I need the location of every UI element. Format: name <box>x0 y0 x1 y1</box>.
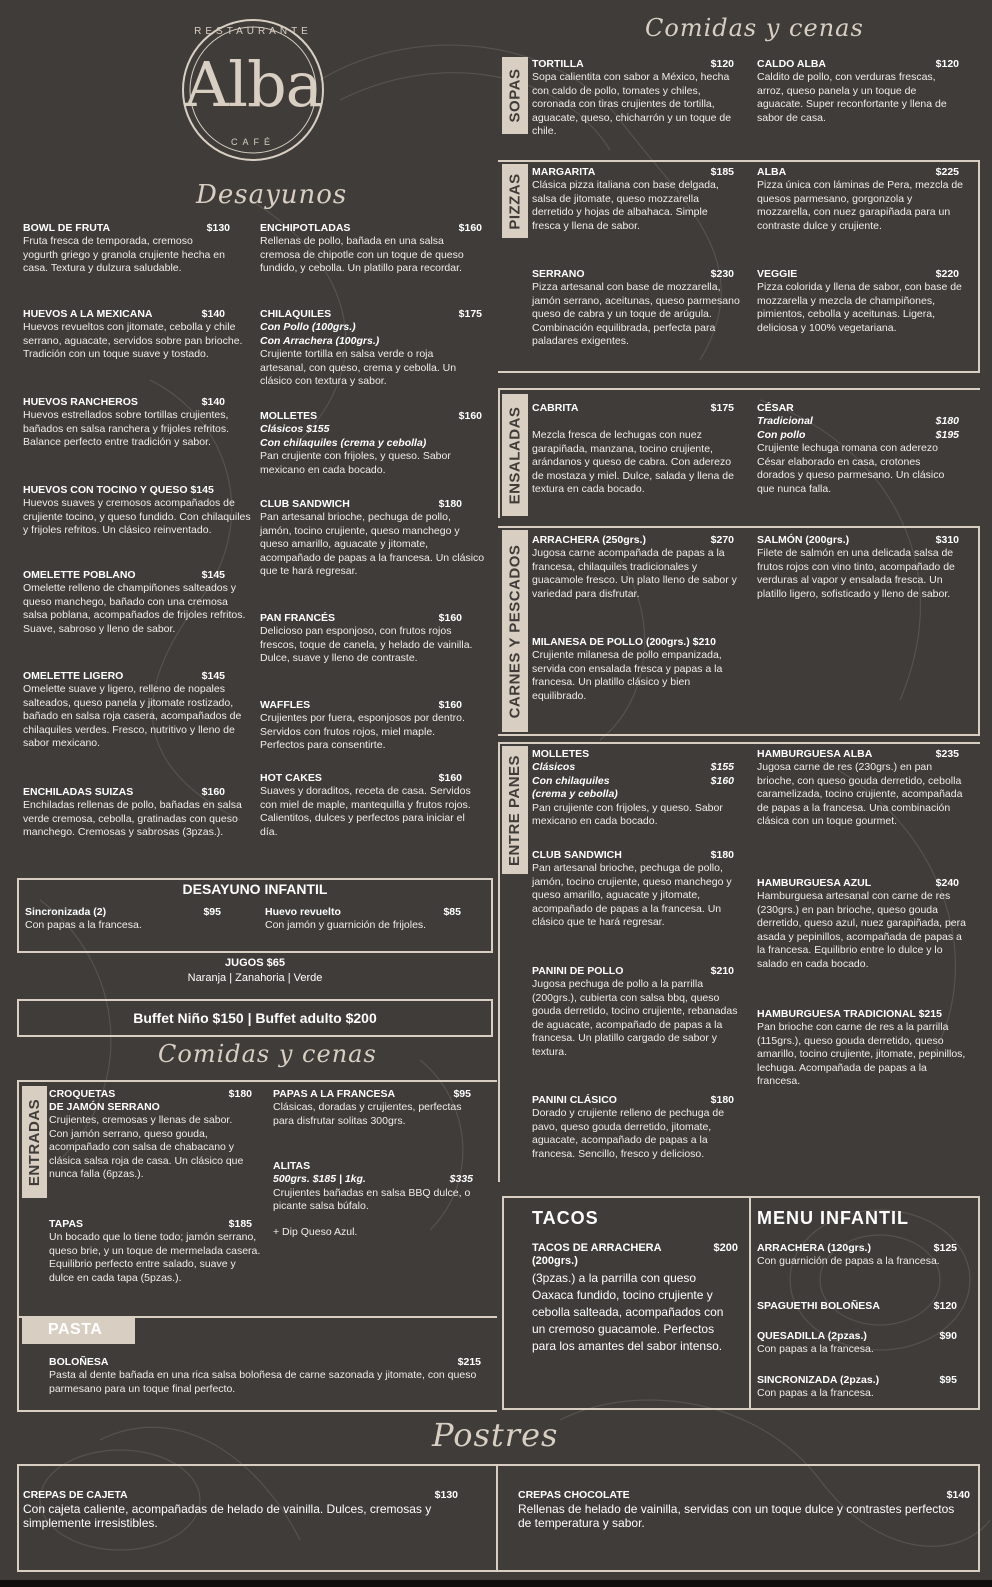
item-description: Sopa calientita con sabor a México, hecha con caldo de pollo, tomates y chiles, coronada con tiras crujientes de tortilla, aguacate, queso, chicharrón y un toque de chile. <box>532 71 732 138</box>
menu-item-huevos-con-tocino <box>23 484 251 538</box>
item-description: Filete de salmón en una delicada salsa de frutos rojos con vino tinto, acompañado de verduras al vapor y ensalada fresca. Un platillo ligero, sofisticado y lleno de sabor. <box>757 547 955 600</box>
item-price: $180 <box>710 1094 734 1106</box>
item-description: Huevos estrellados sobre tortillas crujientes, bañados en salsa ranchera y frijoles refritos. Balance perfecto entre tradición y sabor. <box>23 409 230 449</box>
bottom-band <box>0 1580 992 1587</box>
item-name: HAMBURGUESA ALBA <box>757 748 873 760</box>
item-name: PANINI CLÁSICO <box>532 1094 617 1106</box>
item-price: $235 <box>935 748 959 760</box>
item-price: $140 <box>201 308 225 320</box>
item-name: OMELETTE POBLANO <box>23 569 136 581</box>
desayuno-infantil-box <box>17 878 493 953</box>
item-option: Con chilaquiles (crema y cebolla) <box>260 436 427 449</box>
menu-item-huevo-revuelto <box>265 906 481 933</box>
logo-bottom-text: CAFÉ <box>230 137 275 147</box>
heading-postres: Postres <box>432 1416 559 1454</box>
heading-comidas-right: Comidas y cenas <box>645 14 864 42</box>
item-name: ALITAS <box>273 1160 311 1172</box>
item-name: MOLLETES <box>532 748 590 760</box>
item-description: Pizza artesanal con base de mozzarella, jamón serrano, aceitunas, queso parmesano queso de cabra y un toque de arúgula. Combinación equilibrada, perfecta para paladares exigentes. <box>532 281 740 348</box>
item-name: TORTILLA <box>532 58 584 70</box>
menu-item-cabrita <box>532 402 742 497</box>
menu-item-crepas-chocolate <box>518 1489 970 1530</box>
item-option-price: $195 <box>935 428 959 441</box>
item-price: $145 <box>201 569 225 581</box>
item-description: Un bocado que lo tiene todo; jamón serrano, queso brie, y un toque de mermelada casera. Equilibrio perfecto entre salado, suave y dulce en cada tapa (5pzas.). <box>49 1231 261 1284</box>
item-name: SERRANO <box>532 268 585 280</box>
tacos-title: TACOS <box>532 1208 599 1228</box>
logo-name: Alba <box>184 48 322 121</box>
postres-divider <box>496 1464 498 1572</box>
jugos-options: Naranja | Zanahoria | Verde <box>187 972 323 984</box>
item-description: Huevos revueltos con jitomate, cebolla y chile serrano, aguacate, servidos sobre pan brioche. Tradición con un toque suave y tostado. <box>23 321 243 361</box>
item-description: Omelette suave y ligero, relleno de nopales salteados, queso panela y jitomate rostizado, bañado en salsa roja casera, acompañados de chilaquiles verdes. Fresco, nutritivo y lleno de sabor mexicano. <box>23 683 242 750</box>
tab-label: PASTA <box>48 1321 103 1338</box>
ensaladas-tab <box>502 394 528 516</box>
item-description: Clásicas, doradas y crujientes, perfectas para disfrutar solitas 300grs. <box>273 1101 462 1127</box>
item-name: TAPAS <box>49 1218 84 1230</box>
menu-item-sincronizada <box>25 906 221 933</box>
item-price: $230 <box>710 268 734 280</box>
item-name: HAMBURGUESA AZUL <box>757 877 872 889</box>
item-option: Clásicos <box>532 761 576 773</box>
item-price: $95 <box>203 906 221 918</box>
menu-item-quesadilla <box>757 1330 957 1357</box>
item-name: HAMBURGUESA TRADICIONAL $215 <box>757 1008 942 1020</box>
item-option-price: $160 <box>710 774 734 787</box>
item-option: Clásicos $155 <box>260 423 330 435</box>
item-name: ALBA <box>757 166 787 178</box>
item-option-price: $155 <box>710 761 734 773</box>
section-title: DESAYUNO INFANTIL <box>182 881 328 897</box>
item-name: SALMÓN (200grs.) <box>757 534 850 546</box>
item-description: Con jamón y guarnición de frijoles. <box>265 919 427 931</box>
item-description: Con cajeta caliente, acompañadas de helado de vainilla. Dulces, cremosas y simplemente irresistibles. <box>23 1502 432 1530</box>
item-description: Omelette relleno de champiñones salteados y queso manchego, bañado con una cremosa salsa poblana, acompañados de frijoles refritos. Suave, sabroso y lleno de sabor. <box>23 582 246 635</box>
tab-label: SOPAS <box>506 68 524 123</box>
item-price: $220 <box>935 268 959 280</box>
item-description: Fruta fresca de temporada, cremoso yogurth griego y granola crujiente hecha en casa. Textura y dulzura saludable. <box>23 235 225 275</box>
item-description: Pan crujiente con frijoles, y queso. Sabor mexicano en cada bocado. <box>532 801 723 828</box>
item-description: Pan crujiente con frijoles, y queso. Sabor mexicano en cada bocado. <box>260 450 451 476</box>
item-description: Suaves y doraditos, receta de casa. Servidos con miel de maple, mantequilla y frutos rojos. Calientitos, dulces y perfectos para iniciar el día. <box>260 785 471 838</box>
item-description: Caldito de pollo, con verduras frescas, arroz, queso panela y un toque de aguacate. Super reconfortante y llena de sabor de casa. <box>757 71 947 124</box>
item-description: Crujiente tortilla en salsa verde o roja artesanal, con queso, crema y cebolla. Un clásico con textura y sabor. <box>260 348 457 388</box>
item-price: $130 <box>206 222 230 234</box>
item-name: MILANESA DE POLLO (200grs.) $210 <box>532 636 716 648</box>
heading-desayunos: Desayunos <box>196 180 348 210</box>
item-name: PANINI DE POLLO <box>532 965 624 977</box>
tacos-infantil-divider <box>749 1196 751 1410</box>
menu-item-sincronizada-infantil <box>757 1374 957 1401</box>
menu-item-spaguethi <box>757 1300 957 1313</box>
item-description: Clásica pizza italiana con base delgada, salsa de jitomate, queso mozzarella derretido y hojas de albahaca. Simple fresca y llena de sabor. <box>532 179 719 232</box>
item-name: Huevo revuelto <box>265 906 341 918</box>
menu-item-arrachera-infantil <box>757 1242 957 1269</box>
item-name: PAPAS A LA FRANCESA <box>273 1088 396 1100</box>
item-price: $175 <box>458 308 482 320</box>
item-name: SINCRONIZADA (2pzas.) <box>757 1374 880 1386</box>
menu-item-serrano <box>532 268 742 349</box>
menu-item-tortilla <box>532 58 740 139</box>
menu-item-panini-de-pollo <box>532 965 742 1060</box>
menu-item-club-sandwich-panes <box>532 849 746 930</box>
item-name: WAFFLES <box>260 699 311 711</box>
item-name: SPAGUETHI BOLOÑESA <box>757 1300 880 1312</box>
item-price: $125 <box>933 1242 957 1254</box>
item-price: $215 <box>457 1356 481 1368</box>
menu-item-huevos-a-la-mexicana <box>23 308 248 362</box>
item-name-line2: DE JAMÓN SERRANO <box>49 1101 160 1113</box>
item-price: $130 <box>434 1489 458 1501</box>
item-price: $85 <box>443 906 461 918</box>
sopas-tab <box>502 57 528 134</box>
menu-item-pizza-alba <box>757 166 967 233</box>
item-price: $185 <box>228 1218 252 1230</box>
item-price: $175 <box>710 402 734 414</box>
item-description: Con papas a la francesa. <box>757 1343 874 1355</box>
item-description: Con papas a la francesa. <box>25 919 142 931</box>
item-option: Con Arrachera (100grs.) <box>260 334 380 347</box>
item-price: $270 <box>710 534 734 546</box>
item-name: QUESADILLA (2pzas.) <box>757 1330 867 1342</box>
item-description: Huevos suaves y cremosos acompañados de crujiente tocino, y queso fundido. Con chilaquiles y frijoles refritos. Un clásico reinventado. <box>23 497 251 537</box>
item-extra: + Dip Queso Azul. <box>273 1225 358 1238</box>
menu-infantil-title: MENU INFANTIL <box>757 1208 909 1228</box>
menu-item-waffles <box>260 699 482 753</box>
item-name: HUEVOS A LA MEXICANA <box>23 308 153 320</box>
menu-item-hamburguesa-tradicional <box>757 1008 967 1089</box>
item-description: Crujiente milanesa de pollo empanizada, servida con ensalada fresca y papas a la francesa. Un platillo clásico y bien equilibrado. <box>532 649 723 702</box>
menu-item-tapas <box>49 1218 261 1285</box>
item-price: $180 <box>710 849 734 861</box>
item-name: PAN FRANCÉS <box>260 612 336 624</box>
menu-item-papas-a-la-francesa <box>273 1088 471 1128</box>
menu-item-omelette-ligero <box>23 670 248 751</box>
item-price: $160 <box>438 612 462 624</box>
item-price: $90 <box>939 1330 957 1342</box>
item-description: Con guarnición de papas a la francesa. <box>757 1255 940 1267</box>
entradas-tab <box>22 1086 47 1198</box>
item-name: Sincronizada (2) <box>25 906 107 918</box>
item-price: $160 <box>458 410 482 422</box>
item-name: CREPAS CHOCOLATE <box>518 1489 630 1501</box>
carnes-tab <box>502 530 528 732</box>
item-description: Pan artesanal brioche, pechuga de pollo, jamón, tocino crujiente, queso manchego y queso amarillo, aguacate y jitomate, acompañado de papas a la francesa. Un clásico que te hará regresar. <box>532 862 732 929</box>
menu-item-molletes-panes <box>532 748 734 829</box>
item-option: (crema y cebolla) <box>532 788 618 801</box>
item-price: $225 <box>935 166 959 178</box>
logo <box>168 12 338 167</box>
item-name: CROQUETAS <box>49 1088 116 1100</box>
item-price: $160 <box>458 222 482 234</box>
item-description: Delicioso pan esponjoso, con frutos rojos frescos, toque de canela, y helado de vainilla. Dulce, suave y lleno de contraste. <box>260 625 473 665</box>
item-name: HUEVOS CON TOCINO Y QUESO $145 <box>23 484 214 496</box>
item-name: CLUB SANDWICH <box>532 849 622 861</box>
menu-item-enchipotladas <box>260 222 482 276</box>
item-description: Crujientes bañadas en salsa BBQ dulce, o picante salsa búfalo. <box>273 1186 471 1213</box>
menu-item-molletes <box>260 410 482 477</box>
menu-item-hamburguesa-alba <box>757 748 972 829</box>
menu-item-alitas <box>273 1160 478 1239</box>
jugos-title: JUGOS $65 <box>225 957 285 969</box>
item-name: BOLOÑESA <box>49 1356 109 1368</box>
item-price: $180 <box>438 498 462 510</box>
item-name: CREPAS DE CAJETA <box>23 1489 128 1501</box>
menu-item-pan-frances <box>260 612 482 666</box>
item-option-price: $335 <box>449 1173 473 1185</box>
tab-label: CARNES Y PESCADOS <box>506 544 524 718</box>
menu-item-bowl-de-fruta <box>23 222 230 276</box>
item-name: BOWL DE FRUTA <box>23 222 111 234</box>
item-price: $210 <box>710 965 734 977</box>
item-price: $120 <box>935 58 959 70</box>
item-description: Hamburguesa artesanal con carne de res (230grs.) en pan brioche, queso gouda derretido, queso azul, nuez garapiñada, pera asada y pepinillos, acompañada de papas a la francesa. Equilibrio entre lo dulce y lo salado en cada bocado. <box>757 890 966 970</box>
menu-item-croquetas <box>49 1088 252 1182</box>
heading-comidas-left: Comidas y cenas <box>158 1040 377 1068</box>
menu-item-cesar <box>757 402 959 497</box>
tab-label: PIZZAS <box>506 172 524 230</box>
menu-item-margarita <box>532 166 738 233</box>
menu-item-hot-cakes <box>260 772 482 839</box>
item-description: Pan brioche con carne de res a la parrilla (115grs.), queso gouda derretido, queso amarillo, tocino crujiente, jitomate, pepinillos, lechuga. Acompañada de papas a la francesa. <box>757 1021 966 1088</box>
menu-item-bolonesa <box>49 1356 481 1396</box>
item-description: Pizza única con láminas de Pera, mezcla de quesos parmesano, gorgonzola y mozzarella, con nuez garapiñada para un contraste dulce y crujiente. <box>757 179 964 232</box>
item-option: Con pollo <box>757 428 806 441</box>
tab-label: ENTRADAS <box>26 1098 43 1186</box>
item-name: TACOS DE ARRACHERA (200grs.) <box>532 1242 662 1267</box>
menu-item-chilaquiles <box>260 308 482 389</box>
item-description: Crujientes por fuera, esponjosos por dentro. Servidos con frutos rojos, miel maple. Perfectos para consentirte. <box>260 712 465 752</box>
item-price: $180 <box>228 1088 252 1100</box>
item-description: Jugosa carne de res (230grs.) en pan brioche, con queso gouda derretido, cebolla caramelizada, tocino crujiente, acompañada de papas a la francesa. Una combinación clásica con un toque gourmet. <box>757 761 963 828</box>
item-description: (3pzas.) a la parrilla con queso Oaxaca fundido, tocino crujiente y cebolla salteada, acompañados con un cremoso guacamole. Perfectos para los amantes del sabor intenso. <box>532 1271 724 1353</box>
tab-label: ENTRE PANES <box>506 754 524 866</box>
item-price: $120 <box>710 58 734 70</box>
item-name: ENCHIPOTLADAS <box>260 222 351 234</box>
menu-item-hamburguesa-azul <box>757 877 972 972</box>
item-description: Pan artesanal brioche, pechuga de pollo, jamón, tocino crujiente, queso manchego y queso amarillo, aguacate y jitomate, acompañado de papas a la francesa. Un clásico que te hará regresar. <box>260 511 485 578</box>
item-price: $185 <box>710 166 734 178</box>
buffet-box <box>17 999 493 1037</box>
item-price: $95 <box>939 1374 957 1386</box>
item-description: Mezcla fresca de lechugas con nuez garapiñada, manzana, tocino crujiente, arándanos y queso de cabra. Con aderezo de mostaza y miel. Dulce, salada y llena de textura en cada bocado. <box>532 429 734 496</box>
item-name: CALDO ALBA <box>757 58 827 70</box>
menu-item-caldo-alba <box>757 58 963 125</box>
item-option: Tradicional <box>757 415 813 427</box>
item-description: Dorado y crujiente relleno de pechuga de pavo, queso gouda derretido, jitomate, aguacate, acompañado de papas a la francesa. Sencillo, fresco y delicioso. <box>532 1107 725 1160</box>
item-name: ENCHILADAS SUIZAS <box>23 786 134 798</box>
item-price: $140 <box>201 396 225 408</box>
buffet-prices: Buffet Niño $150 | Buffet adulto $200 <box>133 1010 377 1026</box>
tab-label: ENSALADAS <box>506 406 524 504</box>
item-option: 500grs. $185 | 1kg. <box>273 1173 366 1185</box>
item-description: Pizza colorida y llena de sabor, con base de mozzarella y mezcla de champiñones, pimientos, cebolla y aceitunas. Ligera, deliciosa y 100% vegetariana. <box>757 281 962 334</box>
menu-item-panini-clasico <box>532 1094 747 1161</box>
item-description: Con papas a la francesa. <box>757 1387 874 1399</box>
item-name: CABRITA <box>532 402 579 414</box>
item-description: Jugosa pechuga de pollo a la parrilla (200grs.), cubierta con salsa bbq, queso gouda derretido, tocino crujiente, rebanadas de aguacate, acompañado de papas a la francesa. Un platillo cargado de sabor y textura. <box>532 978 738 1058</box>
menu-item-tacos-arrachera <box>532 1242 738 1355</box>
menu-item-enchiladas-suizas <box>23 786 248 840</box>
item-description: Enchiladas rellenas de pollo, bañadas en salsa verde cremosa, cebolla, gratinadas con queso manchego. Cremosas y sabrosas (3pzas.). <box>23 799 242 839</box>
item-name: CLUB SANDWICH <box>260 498 350 510</box>
item-name: HUEVOS RANCHEROS <box>23 396 138 408</box>
item-name: CÉSAR <box>757 402 794 414</box>
item-name: VEGGIE <box>757 268 798 280</box>
item-name: MOLLETES <box>260 410 318 422</box>
item-description: Pasta al dente bañada en una rica salsa boloñesa de carne sazonada y jitomate, con queso parmesano para un toque final perfecto. <box>49 1369 477 1395</box>
item-price: $310 <box>935 534 959 546</box>
item-description: Crujientes, cremosas y llenas de sabor. Con jamón serrano, queso gouda, acompañado con salsa de chabacano y clásica salsa roja de casa. Un clásico que nunca falla (6pzas.). <box>49 1114 244 1181</box>
item-name: OMELETTE LIGERO <box>23 670 124 682</box>
item-description: Jugosa carne acompañada de papas a la francesa, chilaquiles tradicionales y guacamole fresco. Un plato lleno de sabor y variedad para disfrutar. <box>532 547 737 600</box>
pasta-tab <box>22 1316 135 1344</box>
item-price: $95 <box>453 1088 471 1100</box>
item-description: Rellenas de pollo, bañada en una salsa cremosa de chipotle con un toque de queso fundido, y cebolla. Un platillo para recordar. <box>260 235 464 275</box>
item-description: Crujiente lechuga romana con aderezo César elaborado en casa, crotones dorados y queso parmesano. Un clásico que nunca falla. <box>757 442 945 495</box>
item-price: $160 <box>201 786 225 798</box>
menu-item-arrachera <box>532 534 742 601</box>
menu-item-huevos-rancheros <box>23 396 245 450</box>
item-option: Con Pollo (100grs.) <box>260 321 356 333</box>
item-name: CHILAQUILES <box>260 308 332 320</box>
panes-tab <box>502 746 528 874</box>
item-price: $200 <box>713 1242 738 1254</box>
item-name: ARRACHERA (120grs.) <box>757 1242 871 1254</box>
item-price: $160 <box>438 772 462 784</box>
item-name: ARRACHERA (250grs.) <box>532 534 646 546</box>
item-price: $145 <box>201 670 225 682</box>
menu-item-omelette-poblano <box>23 569 251 636</box>
menu-item-milanesa <box>532 636 742 703</box>
menu-item-salmon <box>757 534 967 601</box>
item-option: Con chilaquiles <box>532 774 610 787</box>
logo-top-text: RESTAURANTE <box>194 26 312 37</box>
item-price: $240 <box>935 877 959 889</box>
item-name: HOT CAKES <box>260 772 322 784</box>
item-price: $160 <box>438 699 462 711</box>
item-price: $140 <box>946 1489 970 1501</box>
pizzas-tab <box>502 164 528 238</box>
menu-item-crepas-cajeta <box>23 1489 475 1530</box>
item-name: MARGARITA <box>532 166 596 178</box>
item-description: Rellenas de helado de vainilla, servidas con un toque dulce y contrastes perfectos de temperatura y sabor. <box>518 1502 955 1530</box>
item-option-price: $180 <box>935 415 959 427</box>
menu-item-club-sandwich <box>260 498 485 579</box>
item-price: $120 <box>933 1300 957 1312</box>
menu-item-veggie <box>757 268 967 335</box>
